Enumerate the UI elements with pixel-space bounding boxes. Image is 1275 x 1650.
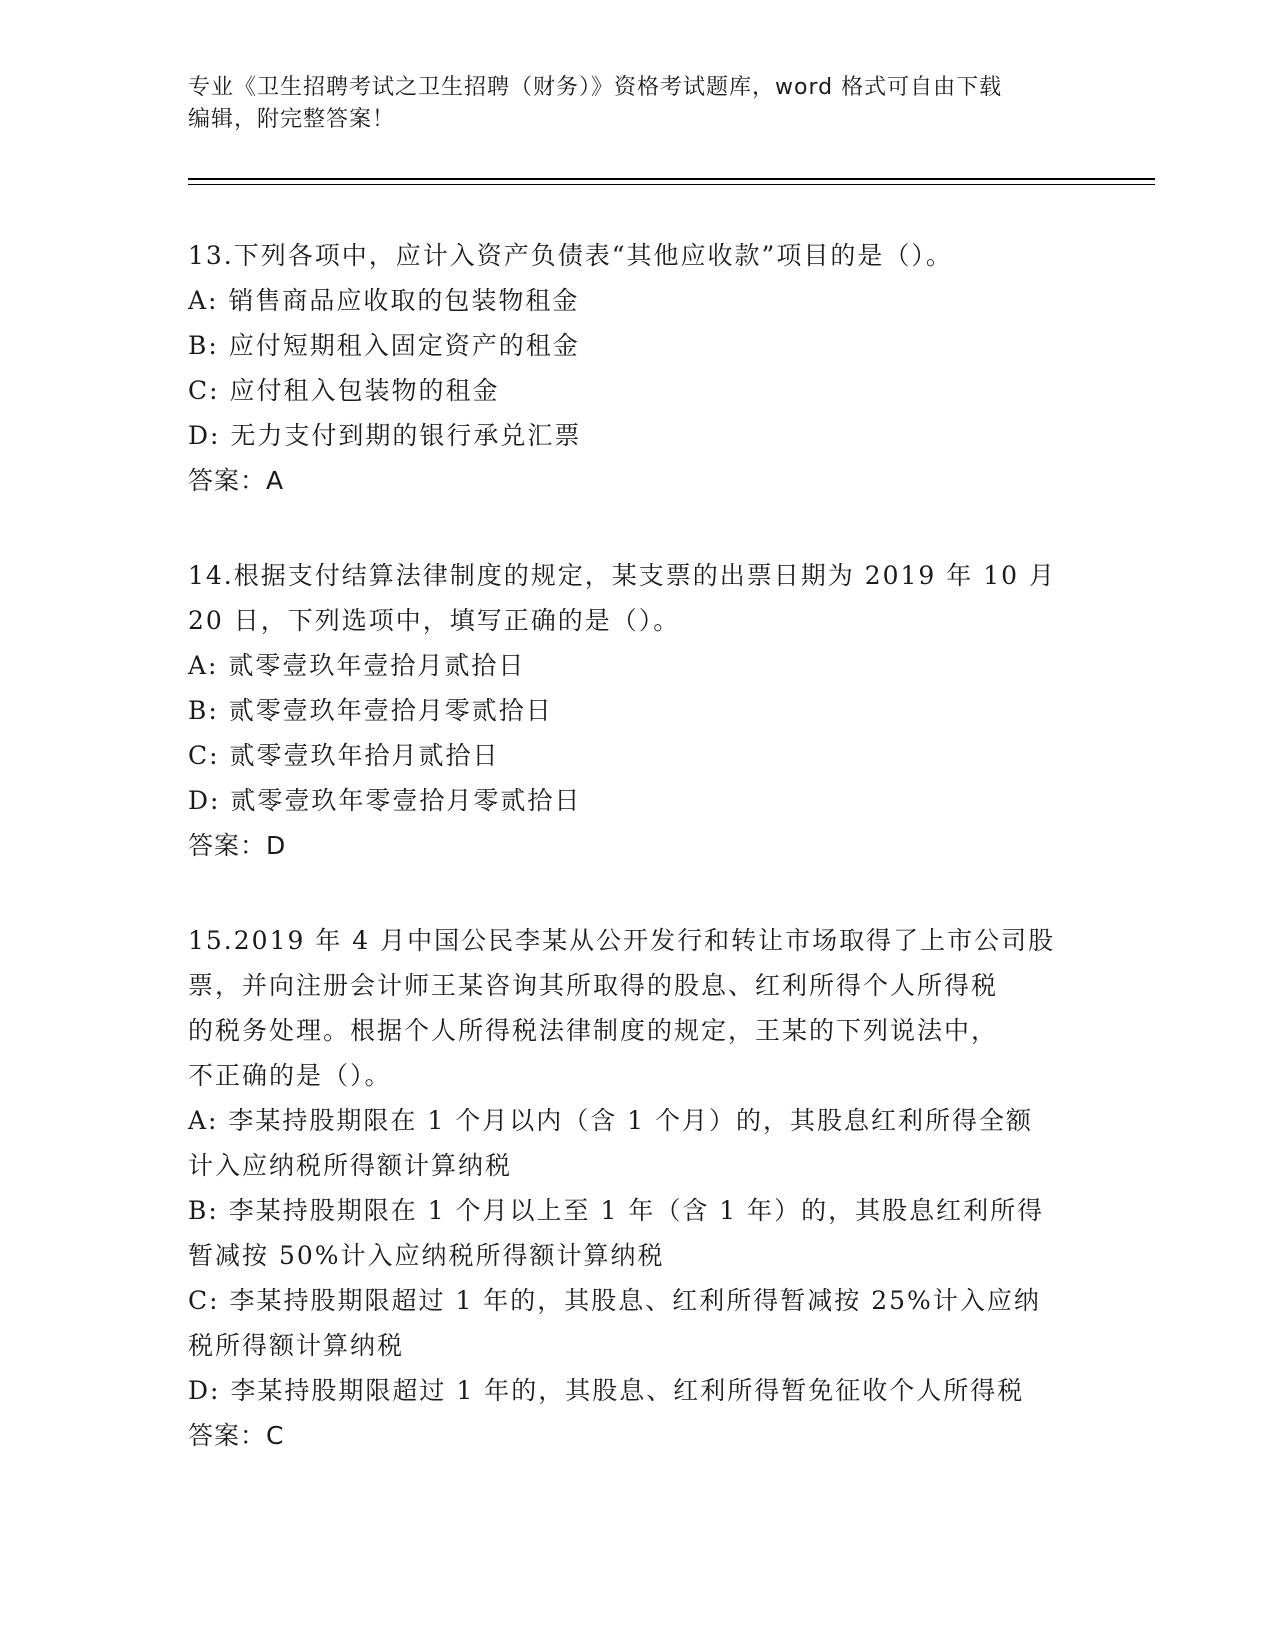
answer: 答案：D xyxy=(188,831,287,860)
option-a-line-1: A: 李某持股期限在 1 个月以内（含 1 个月）的，其股息红利所得全额 xyxy=(188,1106,1034,1135)
option-b-line-1: B: 李某持股期限在 1 个月以上至 1 年（含 1 年）的，其股息红利所得 xyxy=(188,1196,1045,1225)
intro-line-2: 编辑，附完整答案！ xyxy=(188,107,396,132)
question-15 xyxy=(188,918,1078,1458)
header-divider-thin xyxy=(188,184,1155,185)
question-stem-line-1: 15.2019 年 4 月中国公民李某从公开发行和转让市场取得了上市公司股 xyxy=(188,926,1056,955)
option-d: D: 无力支付到期的银行承兑汇票 xyxy=(188,421,582,450)
option-c: C: 贰零壹玖年拾月贰拾日 xyxy=(188,741,500,770)
option-b: B: 贰零壹玖年壹拾月零贰拾日 xyxy=(188,696,553,725)
option-a: A: 贰零壹玖年壹拾月贰拾日 xyxy=(188,651,526,680)
option-d: D: 贰零壹玖年零壹拾月零贰拾日 xyxy=(188,786,582,815)
answer: 答案：A xyxy=(188,466,285,495)
question-stem-line-2: 票，并向注册会计师王某咨询其所取得的股息、红利所得个人所得税 xyxy=(188,971,999,1000)
document-intro xyxy=(188,72,1068,136)
option-b-line-2: 暂减按 50%计入应纳税所得额计算纳税 xyxy=(188,1241,665,1270)
answer: 答案：C xyxy=(188,1421,285,1450)
question-13 xyxy=(188,233,1078,503)
option-c-line-1: C: 李某持股期限超过 1 年的，其股息、红利所得暂减按 25%计入应纳 xyxy=(188,1286,1041,1315)
option-b: B: 应付短期租入固定资产的租金 xyxy=(188,331,580,360)
header-divider-thick xyxy=(188,178,1155,180)
option-a: A: 销售商品应收取的包装物租金 xyxy=(188,286,580,315)
question-stem: 13.下列各项中，应计入资产负债表“其他应收款”项目的是（）。 xyxy=(188,241,953,270)
option-d: D: 李某持股期限超过 1 年的，其股息、红利所得暂免征收个人所得税 xyxy=(188,1376,1025,1405)
question-stem-line-1: 14.根据支付结算法律制度的规定，某支票的出票日期为 2019 年 10 月 xyxy=(188,561,1056,590)
intro-line-1: 专业《卫生招聘考试之卫生招聘（财务）》资格考试题库，word 格式可自由下载 xyxy=(188,75,1003,100)
question-14 xyxy=(188,553,1078,868)
question-stem-line-2: 20 日，下列选项中，填写正确的是（）。 xyxy=(188,606,681,635)
option-a-line-2: 计入应纳税所得额计算纳税 xyxy=(188,1151,513,1180)
option-c: C: 应付租入包装物的租金 xyxy=(188,376,500,405)
option-c-line-2: 税所得额计算纳税 xyxy=(188,1331,405,1360)
question-stem-line-3: 的税务处理。根据个人所得税法律制度的规定，王某的下列说法中， xyxy=(188,1016,999,1045)
question-stem-line-4: 不正确的是（）。 xyxy=(188,1061,392,1090)
